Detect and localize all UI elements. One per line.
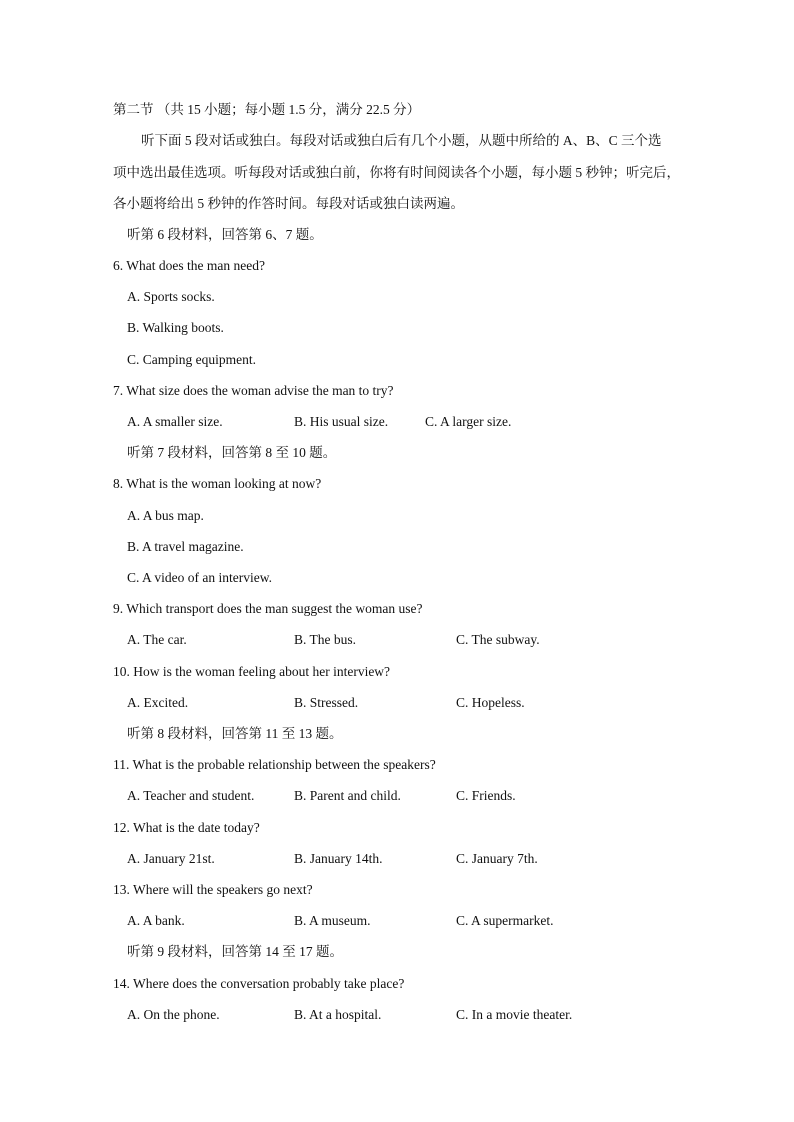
question-stem-10: 10. How is the woman feeling about her interview? xyxy=(113,664,391,679)
passage-instruction-9: 听第 9 段材料，回答第 14 至 17 题。 xyxy=(127,944,343,959)
question-stem-7: 7. What size does the woman advise the man to try? xyxy=(113,383,394,398)
question-14-option-c[interactable]: C. In a movie theater. xyxy=(456,1007,573,1022)
question-9-option-a[interactable]: A. The car. xyxy=(127,632,187,647)
question-11-option-b[interactable]: B. Parent and child. xyxy=(294,788,401,803)
question-9-option-c[interactable]: C. The subway. xyxy=(456,632,540,647)
question-stem-14: 14. Where does the conversation probably take place? xyxy=(113,976,405,991)
question-11-option-a[interactable]: A. Teacher and student. xyxy=(127,788,255,803)
question-12-option-b[interactable]: B. January 14th. xyxy=(294,851,383,866)
passage-instruction-8: 听第 8 段材料，回答第 11 至 13 题。 xyxy=(127,726,343,741)
question-12-option-a[interactable]: A. January 21st. xyxy=(127,851,215,866)
question-7-option-a[interactable]: A. A smaller size. xyxy=(127,414,223,429)
question-stem-11: 11. What is the probable relationship between the speakers? xyxy=(113,757,436,772)
question-stem-12: 12. What is the date today? xyxy=(113,820,260,835)
instruction-line-2: 项中选出最佳选项。听每段对话或独白前，你将有时间阅读各个小题，每小题 5 秒钟；听完后， xyxy=(113,165,680,180)
question-10-option-b[interactable]: B. Stressed. xyxy=(294,695,359,710)
question-stem-9: 9. Which transport does the man suggest the woman use? xyxy=(113,601,423,616)
question-7-option-b[interactable]: B. His usual size. xyxy=(294,414,389,429)
passage-instruction-6: 听第 6 段材料，回答第 6、7 题。 xyxy=(127,227,323,242)
question-11-option-c[interactable]: C. Friends. xyxy=(456,788,516,803)
question-14-option-a[interactable]: A. On the phone. xyxy=(127,1007,220,1022)
question-8-option-c[interactable]: C. A video of an interview. xyxy=(127,570,272,585)
section-heading: 第二节 （共 15 小题；每小题 1.5 分，满分 22.5 分） xyxy=(113,102,421,117)
question-stem-6: 6. What does the man need? xyxy=(113,258,265,273)
question-13-option-b[interactable]: B. A museum. xyxy=(294,913,371,928)
question-8-option-a[interactable]: A. A bus map. xyxy=(127,508,204,523)
question-stem-13: 13. Where will the speakers go next? xyxy=(113,882,313,897)
question-stem-8: 8. What is the woman looking at now? xyxy=(113,476,322,491)
question-6-option-b[interactable]: B. Walking boots. xyxy=(127,320,224,335)
question-8-option-b[interactable]: B. A travel magazine. xyxy=(127,539,244,554)
question-13-option-c[interactable]: C. A supermarket. xyxy=(456,913,554,928)
question-6-option-a[interactable]: A. Sports socks. xyxy=(127,289,215,304)
question-9-option-b[interactable]: B. The bus. xyxy=(294,632,357,647)
instruction-line-1: 听下面 5 段对话或独白。每段对话或独白后有几个小题，从题中所给的 A、B、C 三个选 xyxy=(141,133,662,148)
question-13-option-a[interactable]: A. A bank. xyxy=(127,913,185,928)
passage-instruction-7: 听第 7 段材料，回答第 8 至 10 题。 xyxy=(127,445,337,460)
question-14-option-b[interactable]: B. At a hospital. xyxy=(294,1007,382,1022)
question-6-option-c[interactable]: C. Camping equipment. xyxy=(127,352,256,367)
instruction-line-3: 各小题将给出 5 秒钟的作答时间。每段对话或独白读两遍。 xyxy=(113,196,464,211)
question-7-option-c[interactable]: C. A larger size. xyxy=(425,414,512,429)
question-10-option-c[interactable]: C. Hopeless. xyxy=(456,695,525,710)
question-12-option-c[interactable]: C. January 7th. xyxy=(456,851,538,866)
question-10-option-a[interactable]: A. Excited. xyxy=(127,695,189,710)
